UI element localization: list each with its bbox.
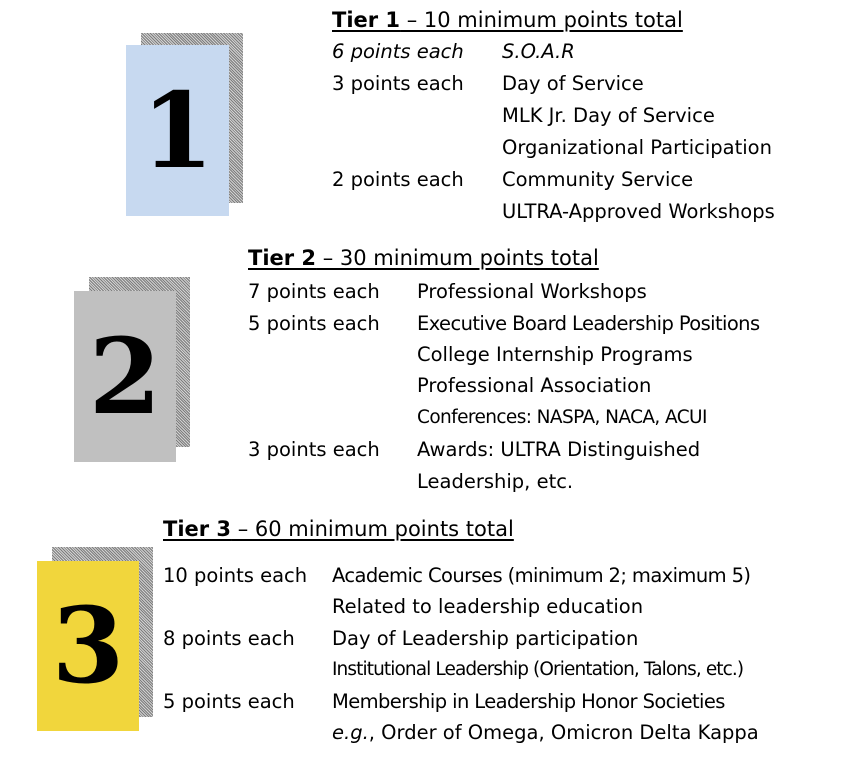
tier-1-badge-number: 1	[141, 68, 214, 192]
tier-1-row-1-points: 6 points each	[332, 40, 464, 63]
tier-2-badge-number: 2	[88, 314, 162, 438]
tier-3-row-6-item	[332, 721, 759, 745]
tier-2-row-7-item: Leadership, etc.	[417, 470, 574, 493]
tier-2-row-5-item: Conferences: NASPA, NACA, ACUI	[417, 407, 707, 428]
tier-1-row-4-item: Organizational Participation	[502, 136, 772, 159]
tier-1-row-1-item: S.O.A.R	[502, 40, 575, 63]
tier-2-row-2-points: 5 points each	[248, 312, 380, 335]
tier-1-row-2-points: 3 points each	[332, 72, 464, 95]
tier-3-heading-rest: – 60 minimum points total	[231, 517, 514, 541]
tier-2-row-1-points: 7 points each	[248, 280, 380, 303]
tier-1-badge	[126, 45, 229, 216]
tier-2-row-3-item: College Internship Programs	[417, 343, 693, 366]
tier-3-row-6-item-prefix: e.g.	[332, 721, 369, 744]
tier-3-row-5-points: 5 points each	[163, 690, 295, 713]
tier-3-row-4-item: Institutional Leadership (Orientation, Talons, etc.)	[332, 659, 744, 680]
tier-3-badge	[37, 561, 139, 731]
tier-3-heading	[163, 516, 514, 542]
tier-2-heading-rest: – 30 minimum points total	[316, 246, 599, 270]
tier-2-row-2-item: Executive Board Leadership Positions	[417, 312, 760, 335]
tier-3-row-1-points: 10 points each	[163, 564, 308, 587]
tier-3-heading-label: Tier 3	[163, 517, 232, 541]
tier-3-row-3-item: Day of Leadership participation	[332, 627, 639, 650]
tier-3-row-3-points: 8 points each	[163, 627, 295, 650]
tier-2-row-1-item: Professional Workshops	[417, 280, 647, 303]
tier-2-row-6-item: Awards: ULTRA Distinguished	[417, 438, 701, 461]
tier-1-heading-rest: – 10 minimum points total	[400, 8, 683, 32]
tier-3-badge-number: 3	[51, 584, 125, 707]
tier-1-row-6-item: ULTRA-Approved Workshops	[502, 200, 775, 223]
tier-3-row-5-item: Membership in Leadership Honor Societies	[332, 690, 725, 713]
tier-3-row-6-item-rest: , Order of Omega, Omicron Delta Kappa	[368, 721, 759, 744]
tier-1-row-2-item: Day of Service	[502, 72, 644, 95]
tier-2-heading-label: Tier 2	[248, 246, 317, 270]
tier-3-row-2-item: Related to leadership education	[332, 595, 644, 618]
tier-2-badge	[74, 291, 176, 462]
tier-1-row-5-points: 2 points each	[332, 168, 464, 191]
tier-2-row-6-points: 3 points each	[248, 438, 380, 461]
tier-1-row-5-item: Community Service	[502, 168, 694, 191]
tier-2-row-4-item: Professional Association	[417, 374, 652, 397]
tier-3-row-1-item: Academic Courses (minimum 2; maximum 5)	[332, 564, 751, 587]
tier-2-heading	[248, 245, 599, 271]
tier-1-heading-label: Tier 1	[332, 8, 401, 32]
tier-1-heading	[332, 7, 683, 33]
tier-1-row-3-item: MLK Jr. Day of Service	[502, 104, 715, 127]
